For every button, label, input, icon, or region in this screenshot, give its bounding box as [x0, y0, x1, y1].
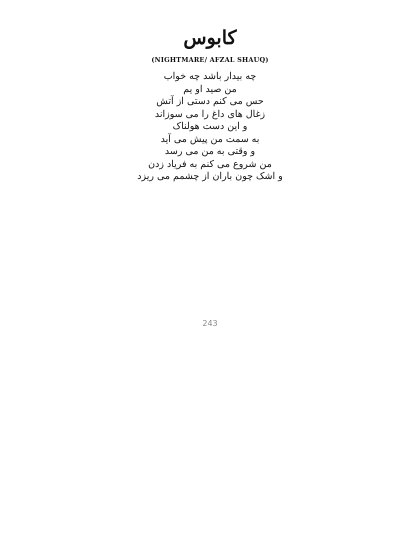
poem-line: و این دست هولناک — [172, 121, 248, 132]
poem-title: کابوس — [183, 27, 237, 49]
poem-line: و اشک چون باران از چشمم می ریزد — [137, 171, 283, 182]
poem-line: من شروع می کنم به فریاد زدن — [148, 158, 272, 170]
poem-line: من صید او یم — [183, 83, 237, 95]
page-number: 243 — [202, 319, 218, 328]
poem-line: زغال های داغ را می سوزاند — [154, 108, 266, 120]
poem-line: حس می کنم دستی از آتش — [156, 96, 264, 107]
poem-subtitle: (NIGHTMARE/ AFZAL SHAUQ) — [151, 56, 269, 64]
poem-line: و وقتی به من می رسد — [164, 146, 256, 157]
poem-body — [0, 71, 420, 184]
poem-line: به سمت من پیش می آید — [160, 133, 260, 145]
poem-line: چه بیدار باشد چه خواب — [163, 71, 257, 82]
